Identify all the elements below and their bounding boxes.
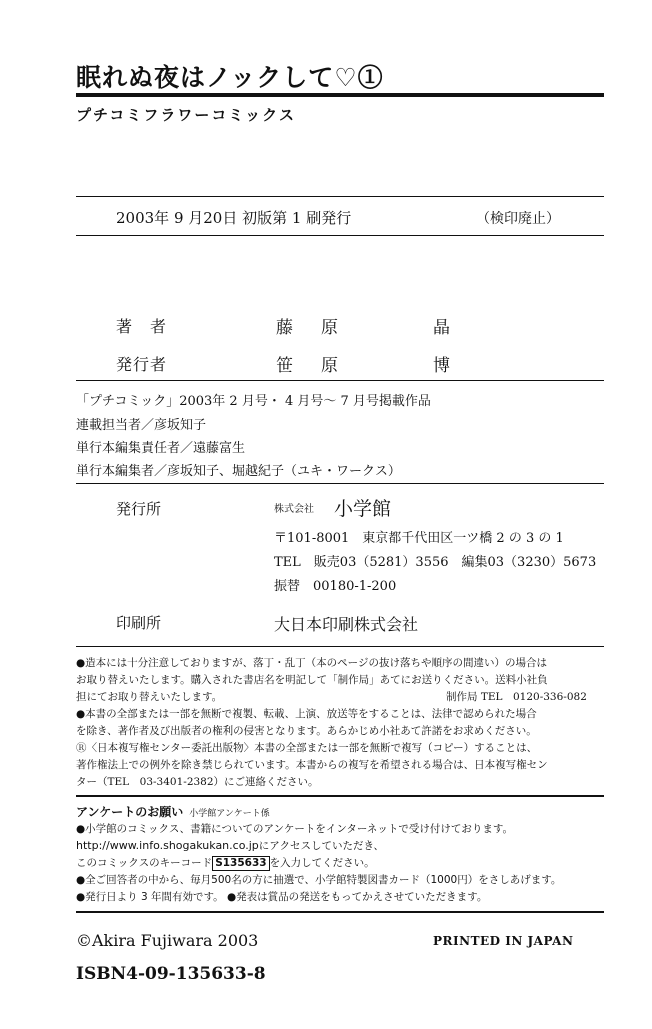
notice-line-5: ●本書の全部または一部を無断で複製、転載、上演、放送等をすることは、法律で認められた場合 [76, 708, 537, 720]
header-bottom-rule [76, 196, 604, 197]
notice-line-2: お取り替えいたします。購入された書店名を明記して「制作局」あてにお送りください。送料小社負 [76, 674, 548, 686]
serial-line-4: 単行本編集者／彦坂知子、堀越紀子（ユキ・ワークス） [76, 464, 401, 479]
notice-line-6: を除き、著作者及び出版者の権利の侵害となります。あらかじめ小社あて許諾をお求めください。 [76, 725, 537, 737]
printer-rule [76, 646, 604, 647]
title-rule [76, 93, 604, 97]
publisher-label: 発行所 [116, 500, 162, 518]
printed-in-japan: PRINTED IN JAPAN [433, 934, 574, 948]
survey-line-4: ●全ご回答者の中から、毎月500名の方に抽選で、小学館特製図書カード（1000円）をさしあげます。 [76, 874, 562, 886]
notice-rule [76, 795, 604, 797]
issuer-name-3: 博 [433, 356, 450, 376]
notice-line-8: 著作権法上での例外を除き禁じられています。本書からの複写を希望される場合は、日本複写権セン [76, 759, 548, 771]
survey-title: アンケートのお願い [76, 805, 184, 819]
publication-date: 2003年 9 月20日 初版第 1 刷発行 [116, 209, 352, 227]
survey-heading [76, 803, 270, 820]
copyright-notice: ©Akira Fujiwara 2003 [76, 931, 259, 950]
survey-key-line [76, 855, 375, 871]
company-type: 株式会社 [274, 504, 314, 515]
notice-line-7: Ⓡ〈日本複写権センター委託出版物〉本書の全部または一部を無断で複写（コピー）することは、 [76, 742, 538, 754]
survey-key-code: S135633 [212, 856, 269, 871]
printer-name: 大日本印刷株式会社 [274, 615, 419, 634]
notice-tel: 制作局 TEL 0120-336-082 [446, 691, 587, 703]
date-rule [76, 235, 604, 236]
book-title: 眠れぬ夜はノックして♡① [76, 63, 384, 92]
author-name-1: 藤 [276, 318, 293, 338]
author-name-2: 原 [321, 318, 338, 338]
survey-key-suffix: を入力してください。 [269, 857, 375, 869]
issuer-label: 発行者 [116, 355, 168, 374]
notice-line-9: ター（TEL 03-3401-2382）にご連絡ください。 [76, 776, 319, 788]
publisher-address: 〒101-8001 東京都千代田区一ツ橋 2 の 3 の 1 [274, 531, 564, 546]
serial-line-2: 連載担当者／彦坂知子 [76, 418, 207, 433]
survey-url-link[interactable]: http://www.info.shogakukan.co.jp [76, 839, 259, 852]
issuer-name-1: 笹 [276, 356, 293, 376]
survey-line-5: ●発行日より 3 年間有効です。 ●発表は賞品の発送をもってかえさせていただきます。 [76, 891, 488, 903]
series-name: プチコミフラワーコミックス [76, 106, 296, 124]
isbn-code: ISBN4-09-135633-8 [76, 964, 266, 984]
survey-url-suffix: にアクセスしていただき、 [258, 840, 385, 852]
survey-line-1: ●小学館のコミックス、書籍についてのアンケートをインターネットで受け付けております。 [76, 823, 514, 835]
printer-label: 印刷所 [116, 614, 162, 632]
author-label: 著者 [116, 317, 185, 336]
notice-line-1: ●造本には十分注意しておりますが、落丁・乱丁（本のページの抜け落ちや順序の間違い）の場合は [76, 657, 547, 669]
notice-line-3: 担にてお取り替えいたします。 [76, 691, 223, 703]
publisher-name: 小学館 [334, 498, 392, 520]
serial-line-1: 「プチコミック」2003年 2 月号・ 4 月号～ 7 月号掲載作品 [76, 394, 431, 409]
issuer-name-2: 原 [321, 356, 338, 376]
survey-key-prefix: このコミックスのキーコード [76, 857, 213, 869]
seal-abolished: （検印廃止） [476, 211, 560, 227]
credits-rule [76, 380, 604, 381]
publisher-tel: TEL 販売03（5281）3556 編集03（3230）5673 [274, 555, 597, 570]
survey-subtitle: 小学館アンケート係 [189, 809, 270, 819]
serial-rule [76, 483, 604, 484]
publisher-transfer: 振替 00180-1-200 [274, 579, 397, 594]
author-name-3: 晶 [433, 318, 450, 338]
survey-url-line [76, 838, 384, 853]
serial-line-3: 単行本編集責任者／遠藤富生 [76, 441, 246, 456]
survey-bottom-rule [76, 911, 604, 913]
